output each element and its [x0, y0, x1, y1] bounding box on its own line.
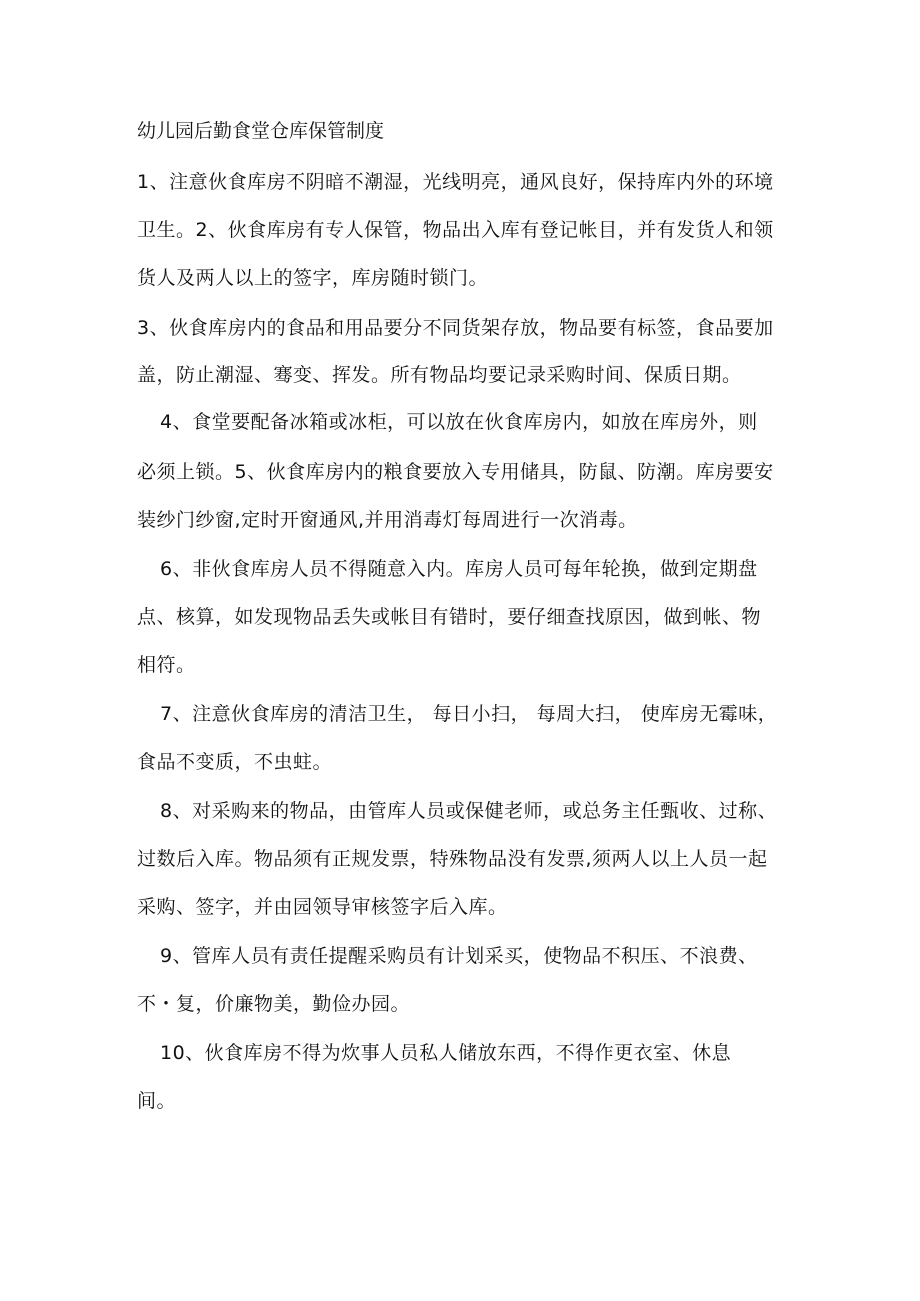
- text-line: 10、伙食库房不得为炊事人员私人储放东西，不得作更衣室、休息: [160, 1042, 732, 1064]
- text-line: 7、注意伙食库房的清洁卫生， 每日小扫， 每周大扫， 使库房无霉味，: [160, 703, 778, 725]
- text-line: 点、核算，如发现物品丢失或帐目有错时，要仔细查找原因，做到帐、物: [137, 606, 762, 628]
- text-line: 3、伙食库房内的食品和用品要分不同货架存放，物品要有标签，食品要加: [137, 317, 774, 339]
- document-title: 幼儿园后勤食堂仓库保管制度: [137, 120, 385, 142]
- text-line: 采购、签字，并由园领导审核签字后入库。: [137, 896, 508, 918]
- text-line: 6、非伙食库房人员不得随意入内。库房人员可每年轮换，做到定期盘: [160, 558, 758, 580]
- text-line: 盖，防止潮湿、骞变、挥发。所有物品均要记录采购时间、保质日期。: [137, 364, 742, 386]
- text-line: 过数后入库。物品须有正规发票，特殊物品没有发票,须两人以上人员一起: [137, 848, 768, 870]
- text-line: 不・复，价廉物美，勤俭办园。: [137, 993, 411, 1015]
- text-line: 8、对采购来的物品，由管库人员或保健老师，或总务主任甄收、过称、: [160, 800, 778, 822]
- text-line: 食品不变质，不虫蛀。: [137, 751, 333, 773]
- text-line: 1、注意伙食库房不阴暗不潮湿，光线明亮，通风良好，保持库内外的环境: [137, 171, 774, 193]
- text-line: 卫生。2、伙食库房有专人保管，物品出入库有登记帐目，并有发货人和领: [137, 219, 774, 241]
- text-line: 货人及两人以上的签字，库房随时锁门。: [137, 267, 489, 289]
- text-line: 相符。: [137, 654, 196, 676]
- text-line: 装纱门纱窗,定时开窗通风,并用消毒灯每周进行一次消毒。: [137, 509, 638, 531]
- text-line: 间。: [137, 1090, 177, 1112]
- text-line: 必须上锁。5、伙食库房内的粮食要放入专用储具，防鼠、防潮。库房要安: [137, 461, 774, 483]
- text-line: 9、管库人员有责任提醒采购员有计划采买，使物品不积压、不浪费、: [160, 945, 758, 967]
- text-line: 4、食堂要配备冰箱或冰柜，可以放在伙食库房内，如放在库房外，则: [160, 411, 758, 433]
